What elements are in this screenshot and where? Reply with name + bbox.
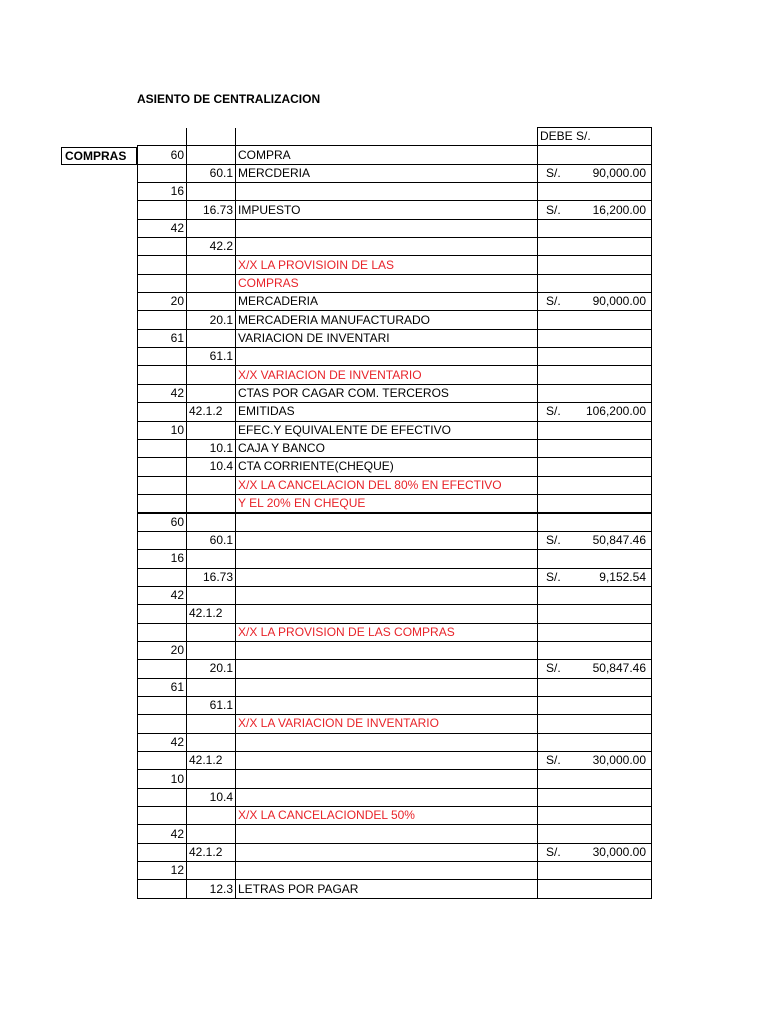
debit-cell (538, 550, 652, 568)
subaccount-code-cell (187, 770, 236, 788)
entry-note-cell: X/X LA PROVISION DE LAS COMPRAS (236, 623, 538, 641)
debit-cell (538, 183, 652, 201)
table-row (138, 862, 652, 880)
debit-cell (538, 641, 652, 659)
subaccount-code-cell (187, 623, 236, 641)
debit-cell (538, 788, 652, 806)
account-code-cell: 10 (138, 770, 187, 788)
currency-symbol: S/. (546, 533, 561, 548)
table-row (138, 788, 652, 806)
description-cell: EFEC.Y EQUIVALENTE DE EFECTIVO (236, 421, 538, 439)
subaccount-code-cell (187, 862, 236, 880)
currency-symbol: S/. (546, 661, 561, 676)
table-row (138, 274, 652, 292)
subaccount-code-cell (187, 421, 236, 439)
debit-cell (538, 660, 652, 678)
debit-cell (538, 752, 652, 770)
account-code-cell: 42 (138, 219, 187, 237)
debit-cell (538, 513, 652, 532)
account-code-cell (138, 715, 187, 733)
subaccount-code-cell: 16.73 (187, 201, 236, 219)
table-row (138, 348, 652, 366)
debit-cell (538, 825, 652, 843)
subaccount-code-cell (187, 366, 236, 384)
account-code-cell (138, 568, 187, 586)
account-code-cell (138, 201, 187, 219)
account-code-cell (138, 752, 187, 770)
debit-amount (540, 165, 649, 182)
amount-value: 30,000.00 (592, 844, 646, 859)
account-code-cell: 16 (138, 183, 187, 201)
debit-cell (538, 219, 652, 237)
description-cell (236, 531, 538, 549)
debit-cell (538, 403, 652, 421)
account-code-cell (138, 494, 187, 513)
subaccount-code-cell (187, 807, 236, 825)
account-code-cell (138, 605, 187, 623)
currency-symbol: S/. (546, 404, 561, 419)
table-row (138, 311, 652, 329)
debit-cell (538, 678, 652, 696)
subaccount-code-cell: 10.4 (187, 788, 236, 806)
header-debe: DEBE S/. (538, 128, 652, 146)
table-row (138, 568, 652, 586)
debit-cell (538, 329, 652, 347)
account-code-cell (138, 458, 187, 476)
table-row (138, 256, 652, 274)
description-cell: IMPUESTO (236, 201, 538, 219)
currency-symbol: S/. (546, 844, 561, 859)
debit-amount (540, 844, 649, 861)
subaccount-code-cell (187, 733, 236, 751)
account-code-cell (138, 788, 187, 806)
account-code-cell (138, 311, 187, 329)
table-row (138, 219, 652, 237)
account-code-cell (138, 807, 187, 825)
amount-value: 90,000.00 (592, 165, 646, 180)
header-row (138, 128, 652, 146)
amount-value: 30,000.00 (592, 753, 646, 768)
entry-note-cell: COMPRAS (236, 274, 538, 292)
description-cell (236, 568, 538, 586)
debit-cell (538, 293, 652, 311)
amount-value: 90,000.00 (592, 294, 646, 309)
account-code-cell: 42 (138, 733, 187, 751)
debit-cell (538, 238, 652, 256)
table-row (138, 623, 652, 641)
description-cell (236, 733, 538, 751)
subaccount-code-cell (187, 274, 236, 292)
table-row (138, 531, 652, 549)
debit-cell (538, 384, 652, 402)
table-row (138, 715, 652, 733)
debit-cell (538, 568, 652, 586)
header-cell (236, 128, 538, 146)
account-code-cell (138, 256, 187, 274)
table-row (138, 660, 652, 678)
table-row (138, 752, 652, 770)
subaccount-code-cell (187, 256, 236, 274)
description-cell: COMPRA (236, 146, 538, 164)
account-code-cell (138, 403, 187, 421)
subaccount-code-cell: 60.1 (187, 531, 236, 549)
debit-amount (540, 403, 649, 420)
debit-cell (538, 256, 652, 274)
subaccount-code-cell: 16.73 (187, 568, 236, 586)
description-cell (236, 660, 538, 678)
table-row (138, 605, 652, 623)
subaccount-code-cell (187, 825, 236, 843)
description-cell (236, 238, 538, 256)
description-cell: CTAS POR CAGAR COM. TERCEROS (236, 384, 538, 402)
header-cell (187, 128, 236, 146)
debit-cell (538, 531, 652, 549)
debit-cell (538, 476, 652, 494)
description-cell: CAJA Y BANCO (236, 439, 538, 457)
section-label-compras: COMPRAS (61, 147, 137, 165)
subaccount-code-cell: 42.2 (187, 238, 236, 256)
description-cell (236, 586, 538, 604)
description-cell (236, 219, 538, 237)
account-code-cell (138, 660, 187, 678)
subaccount-code-cell: 20.1 (187, 660, 236, 678)
debit-amount (540, 293, 649, 310)
account-code-cell (138, 476, 187, 494)
account-code-cell (138, 880, 187, 898)
debit-amount (540, 532, 649, 549)
table-row (138, 164, 652, 182)
table-row (138, 494, 652, 513)
account-code-cell: 60 (138, 513, 187, 532)
account-code-cell (138, 348, 187, 366)
description-cell: MERCDERIA (236, 164, 538, 182)
account-code-cell: 10 (138, 421, 187, 439)
entry-note-cell: X/X LA CANCELACIONDEL 50% (236, 807, 538, 825)
debit-cell (538, 696, 652, 714)
amount-value: 50,847.46 (592, 661, 646, 676)
document-title: ASIENTO DE CENTRALIZACION (137, 92, 321, 106)
description-cell (236, 641, 538, 659)
debit-cell (538, 843, 652, 861)
debit-cell (538, 770, 652, 788)
debit-cell (538, 164, 652, 182)
account-code-cell (138, 696, 187, 714)
description-cell (236, 513, 538, 532)
header-cell (138, 128, 187, 146)
entry-note-cell: X/X VARIACION DE INVENTARIO (236, 366, 538, 384)
ledger-table (137, 127, 652, 899)
description-cell (236, 696, 538, 714)
description-cell: VARIACION DE INVENTARI (236, 329, 538, 347)
table-row (138, 293, 652, 311)
entry-note-cell: X/X LA VARIACION DE INVENTARIO (236, 715, 538, 733)
debit-cell (538, 274, 652, 292)
debit-cell (538, 348, 652, 366)
subaccount-code-cell: 42.1.2 (187, 752, 236, 770)
table-row (138, 733, 652, 751)
table-row (138, 403, 652, 421)
account-code-cell (138, 164, 187, 182)
debit-amount (540, 202, 649, 219)
description-cell (236, 348, 538, 366)
account-code-cell: 61 (138, 678, 187, 696)
amount-value: 9,152.54 (599, 569, 646, 584)
debit-cell (538, 201, 652, 219)
debit-cell (538, 623, 652, 641)
account-code-cell: 20 (138, 293, 187, 311)
account-code-cell: 16 (138, 550, 187, 568)
amount-value: 50,847.46 (592, 533, 646, 548)
table-row (138, 384, 652, 402)
table-row (138, 843, 652, 861)
description-cell (236, 862, 538, 880)
description-cell: MERCADERIA MANUFACTURADO (236, 311, 538, 329)
debit-cell (538, 146, 652, 164)
subaccount-code-cell: 61.1 (187, 696, 236, 714)
account-code-cell: 60 (138, 146, 187, 164)
account-code-cell: 20 (138, 641, 187, 659)
account-code-cell (138, 274, 187, 292)
table-row (138, 439, 652, 457)
table-row (138, 421, 652, 439)
account-code-cell (138, 843, 187, 861)
entry-note-cell: Y EL 20% EN CHEQUE (236, 494, 538, 513)
subaccount-code-cell: 42.1.2 (187, 403, 236, 421)
subaccount-code-cell (187, 293, 236, 311)
table-row (138, 183, 652, 201)
currency-symbol: S/. (546, 165, 561, 180)
debit-amount (540, 660, 649, 677)
subaccount-code-cell: 60.1 (187, 164, 236, 182)
description-cell (236, 788, 538, 806)
table-row (138, 550, 652, 568)
account-code-cell: 12 (138, 862, 187, 880)
subaccount-code-cell (187, 183, 236, 201)
debit-cell (538, 586, 652, 604)
table-row (138, 641, 652, 659)
subaccount-code-cell: 12.3 (187, 880, 236, 898)
description-cell (236, 605, 538, 623)
subaccount-code-cell: 20.1 (187, 311, 236, 329)
debit-cell (538, 862, 652, 880)
description-cell: MERCADERIA (236, 293, 538, 311)
entry-note-cell: X/X LA PROVISIOIN DE LAS (236, 256, 538, 274)
debit-cell (538, 605, 652, 623)
subaccount-code-cell (187, 715, 236, 733)
subaccount-code-cell: 42.1.2 (187, 605, 236, 623)
debit-cell (538, 439, 652, 457)
table-row (138, 770, 652, 788)
subaccount-code-cell (187, 219, 236, 237)
subaccount-code-cell (187, 641, 236, 659)
debit-amount (540, 569, 649, 586)
account-code-cell: 42 (138, 586, 187, 604)
subaccount-code-cell (187, 678, 236, 696)
description-cell: EMITIDAS (236, 403, 538, 421)
currency-symbol: S/. (546, 202, 561, 217)
account-code-cell (138, 623, 187, 641)
amount-value: 16,200.00 (592, 202, 646, 217)
table-row (138, 476, 652, 494)
account-code-cell (138, 439, 187, 457)
table-row (138, 678, 652, 696)
subaccount-code-cell (187, 384, 236, 402)
currency-symbol: S/. (546, 753, 561, 768)
table-row (138, 329, 652, 347)
account-code-cell (138, 366, 187, 384)
debit-amount (540, 752, 649, 769)
description-cell: LETRAS POR PAGAR (236, 880, 538, 898)
subaccount-code-cell: 10.1 (187, 439, 236, 457)
debit-cell (538, 880, 652, 898)
account-code-cell: 61 (138, 329, 187, 347)
table-row (138, 513, 652, 532)
table-row (138, 458, 652, 476)
account-code-cell (138, 238, 187, 256)
subaccount-code-cell (187, 550, 236, 568)
table-row (138, 880, 652, 898)
debit-cell (538, 366, 652, 384)
subaccount-code-cell: 42.1.2 (187, 843, 236, 861)
description-cell: CTA CORRIENTE(CHEQUE) (236, 458, 538, 476)
debit-cell (538, 733, 652, 751)
debit-cell (538, 715, 652, 733)
table-row (138, 696, 652, 714)
table-row (138, 238, 652, 256)
debit-cell (538, 494, 652, 513)
description-cell (236, 825, 538, 843)
table-row (138, 825, 652, 843)
subaccount-code-cell (187, 476, 236, 494)
currency-symbol: S/. (546, 569, 561, 584)
description-cell (236, 752, 538, 770)
subaccount-code-cell: 10.4 (187, 458, 236, 476)
table-row (138, 807, 652, 825)
table-row (138, 146, 652, 164)
description-cell (236, 550, 538, 568)
description-cell (236, 770, 538, 788)
account-code-cell (138, 531, 187, 549)
subaccount-code-cell (187, 146, 236, 164)
subaccount-code-cell: 61.1 (187, 348, 236, 366)
subaccount-code-cell (187, 513, 236, 532)
account-code-cell: 42 (138, 384, 187, 402)
debit-cell (538, 807, 652, 825)
description-cell (236, 183, 538, 201)
description-cell (236, 843, 538, 861)
table-row (138, 201, 652, 219)
currency-symbol: S/. (546, 294, 561, 309)
subaccount-code-cell (187, 494, 236, 513)
description-cell (236, 678, 538, 696)
amount-value: 106,200.00 (585, 404, 646, 419)
subaccount-code-cell (187, 329, 236, 347)
subaccount-code-cell (187, 586, 236, 604)
account-code-cell: 42 (138, 825, 187, 843)
table-row (138, 366, 652, 384)
debit-cell (538, 421, 652, 439)
debit-cell (538, 458, 652, 476)
debit-cell (538, 311, 652, 329)
table-row (138, 586, 652, 604)
entry-note-cell: X/X LA CANCELACION DEL 80% EN EFECTIVO (236, 476, 538, 494)
